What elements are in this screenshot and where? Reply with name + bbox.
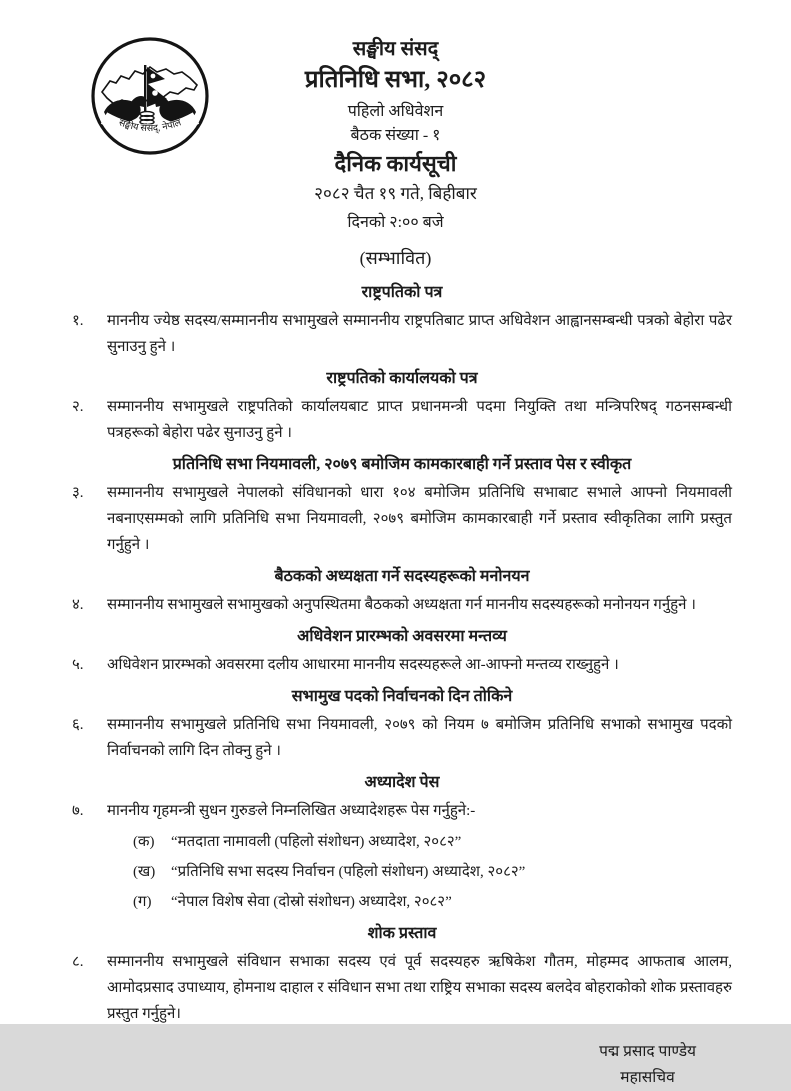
subitem-label: (ग): [133, 894, 152, 910]
section-ordinances: [72, 772, 732, 915]
section-rules-proposal: [72, 454, 732, 558]
ordinance-item: [133, 830, 732, 855]
tentative-note: (सम्भावित): [359, 248, 432, 268]
house-title: प्रतिनिधि सभा, २०८२: [304, 67, 487, 93]
ordinance-item: [133, 890, 732, 915]
agenda-item: [72, 652, 732, 678]
section-heading: प्रतिनिधि सभा नियमावली, २०७९ बमोजिम कामकारबाही गर्ने प्रस्ताव पेस र स्वीकृत: [172, 456, 632, 473]
section-heading: राष्ट्रपतिको पत्र: [361, 284, 443, 301]
meeting-number: बैठक संख्या - १: [350, 127, 441, 144]
item-number: ६.: [72, 717, 84, 733]
subitem-text: “नेपाल विशेष सेवा (दोस्रो संशोधन) अध्यादेश, २०८२”: [171, 894, 452, 910]
section-heading: अधिवेशन प्रारम्भको अवसरमा मन्तव्य: [297, 628, 507, 645]
item-number: ३.: [72, 485, 84, 501]
ordinance-list: [133, 830, 732, 915]
section-speaker-election-date: [72, 686, 732, 764]
item-text: सम्माननीय सभामुखले सभामुखको अनुपस्थितमा बैठकको अध्यक्षता गर्न माननीय सदस्यहरूको मनोनयन गर्नुहुने ।: [107, 597, 696, 613]
signatory-name: पद्म प्रसाद पाण्डेय: [599, 1043, 696, 1060]
item-text: सम्माननीय सभामुखले संविधान सभाका सदस्य एवं पूर्व सदस्यहरु ऋषिकेश गौतम, मोहम्मद आफताब आलम, आमोदप्रसाद उपाध्याय, होमनाथ दाहाल र संविधान सभा तथा राष्ट्रिय सभाका सदस्य बलदेव बोहराकोको शोक प्रस्तावहरु प्रस्तुत गर्नुहुने।: [107, 954, 732, 1022]
agenda-item: [72, 712, 732, 764]
document-title: दैनिक कार्यसूची: [334, 151, 457, 176]
flag-moon: [151, 74, 156, 79]
parliament-emblem: [84, 36, 216, 160]
item-text: माननीय ज्येष्ठ सदस्य/सम्माननीय सभामुखले सम्माननीय राष्ट्रपतिबाट प्राप्त अधिवेशन आह्वानसम्बन्धी पत्रको बेहोरा पढेर सुनाउनु हुने ।: [107, 313, 732, 355]
signature-block: [599, 1039, 696, 1091]
subitem-label: (ख): [133, 864, 156, 880]
subitem-label: (क): [133, 834, 155, 850]
session-label: पहिलो अधिवेशन: [347, 103, 444, 120]
item-number: ७.: [72, 803, 84, 819]
flag-sun: [152, 90, 158, 96]
item-number: ८.: [72, 954, 84, 970]
agenda-body: [0, 270, 791, 1027]
item-text: सम्माननीय सभामुखले राष्ट्रपतिको कार्यालयबाट प्राप्त प्रधानमन्त्री पदमा नियुक्ति तथा मन्त्रिपरिषद् गठनसम्बन्धी पत्रहरूको बेहोरा पढेर सुनाउनु हुने ।: [107, 399, 732, 441]
meeting-date: २०८२ चैत १९ गते, बिहीबार: [314, 184, 477, 203]
item-number: ५.: [72, 657, 84, 673]
item-number: १.: [72, 313, 84, 329]
agenda-item: [72, 592, 732, 618]
item-text: सम्माननीय सभामुखले प्रतिनिधि सभा नियमावली, २०७९ को नियम ७ बमोजिम प्रतिनिधि सभाको सभामुख पदको निर्वाचनको लागि दिन तोक्नु हुने ।: [107, 717, 732, 759]
meeting-time: दिनको २:०० बजे: [347, 214, 444, 231]
subitem-text: “प्रतिनिधि सभा सदस्य निर्वाचन (पहिलो संशोधन) अध्यादेश, २०८२”: [171, 864, 526, 880]
item-text: अधिवेशन प्रारम्भको अवसरमा दलीय आधारमा माननीय सदस्यहरूले आ-आफ्नो मन्तव्य राख्नुहुने ।: [107, 657, 619, 673]
parliament-emblem-graphic: [84, 36, 216, 160]
subitem-text: “मतदाता नामावली (पहिलो संशोधन) अध्यादेश, २०८२”: [171, 834, 462, 850]
section-heading: राष्ट्रपतिको कार्यालयको पत्र: [326, 370, 478, 387]
agenda-item: [72, 480, 732, 558]
section-heading: शोक प्रस्ताव: [367, 925, 437, 942]
section-president-office-letter: [72, 368, 732, 446]
item-number: २.: [72, 399, 84, 415]
org-name: सङ्घीय संसद्: [352, 38, 439, 60]
agenda-item: [72, 308, 732, 360]
section-heading: बैठकको अध्यक्षता गर्ने सदस्यहरूको मनोनयन: [274, 568, 530, 585]
signatory-title: महासचिव: [620, 1069, 675, 1086]
emblem-caption: सङ्घीय संसद्, नेपाल: [117, 118, 183, 135]
ordinance-item: [133, 860, 732, 885]
section-condolence-motion: [72, 923, 732, 1027]
agenda-item: [72, 394, 732, 446]
agenda-item: [72, 798, 732, 915]
section-presiding-members: [72, 566, 732, 618]
section-president-letter: [72, 282, 732, 360]
section-opening-remarks: [72, 626, 732, 678]
agenda-item: [72, 949, 732, 1027]
item-text: सम्माननीय सभामुखले नेपालको संविधानको धारा १०४ बमोजिम प्रतिनिधि सभाबाट सभाले आफ्नो नियमावली नबनाएसम्मको लागि प्रतिनिधि सभा नियमावली, २०७९ बमोजिम कामकारबाही गर्ने प्रस्ताव स्वीकृतिका लागि प्रस्तुत गर्नुहुने ।: [107, 485, 732, 553]
item-text-lead: माननीय गृहमन्त्री सुधन गुरुङले निम्नलिखित अध्यादेशहरू पेस गर्नुहुने:-: [107, 803, 476, 819]
item-text: [107, 798, 732, 915]
section-heading: सभामुख पदको निर्वाचनको दिन तोकिने: [291, 688, 513, 705]
item-number: ४.: [72, 597, 84, 613]
section-heading: अध्यादेश पेस: [364, 774, 440, 791]
